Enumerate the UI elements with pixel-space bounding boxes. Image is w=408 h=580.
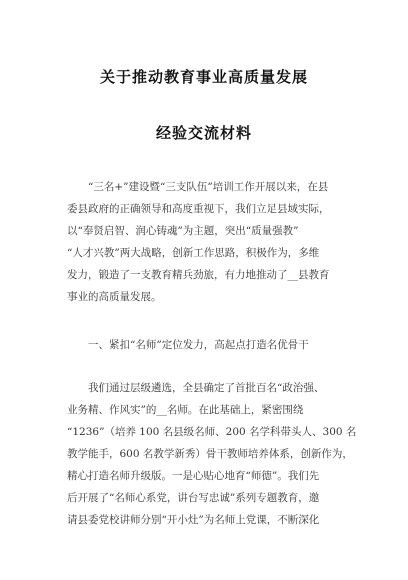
intro-paragraph bbox=[67, 176, 357, 308]
document-title-line1: 关于推动教育事业高质量发展 bbox=[99, 68, 308, 86]
paragraph-line: 以“奉贤启智、润心铸魂”为主题，突出“质量强教” bbox=[67, 225, 299, 237]
paragraph-line: “三名+”建设暨“三支队伍”培训工作开展以来，在县 bbox=[67, 181, 329, 193]
paragraph-line: “1236”（培养 100 名县级名师、200 名学科带头人、300 名 bbox=[67, 426, 357, 438]
document-title-line2: 经验交流材料 bbox=[155, 124, 252, 142]
paragraph-line: 我们通过层级遴选，全县确定了首批百名“政治强、 bbox=[67, 382, 325, 394]
paragraph-line: 发力，锻造了一支教育精兵劲旅，有力地推动了__县教育 bbox=[67, 269, 330, 281]
paragraph-line: 教学能手，600 名教学新秀）骨干教师培养体系，创新作为， bbox=[67, 448, 353, 460]
section-heading bbox=[67, 334, 357, 356]
paragraph-line: 业务精、作风实”的__名师。在此基础上，紧密围绕 bbox=[67, 404, 304, 416]
section-paragraph bbox=[67, 377, 357, 531]
paragraph-line: 精心打造名师升级版。一是心贴心地育“师德”。我们先 bbox=[67, 470, 320, 482]
paragraph-line: 后开展了“名师心系党，讲台写忠诚”系列专题教育，邀 bbox=[67, 492, 320, 504]
paragraph-line: 委县政府的正确领导和高度重视下，我们立足县域实际， bbox=[67, 203, 330, 215]
paragraph-line: 事业的高质量发展。 bbox=[67, 291, 162, 303]
paragraph-line: 请县委党校讲师分别“开小灶”为名师上党课，不断深化 bbox=[67, 514, 320, 526]
section-heading-text: 一、紧扣“名师”定位发力，高起点打造名优骨干 bbox=[67, 339, 309, 351]
paragraph-line: “人才兴教”两大战略，创新工作思路，积极作为，多维 bbox=[67, 247, 320, 259]
